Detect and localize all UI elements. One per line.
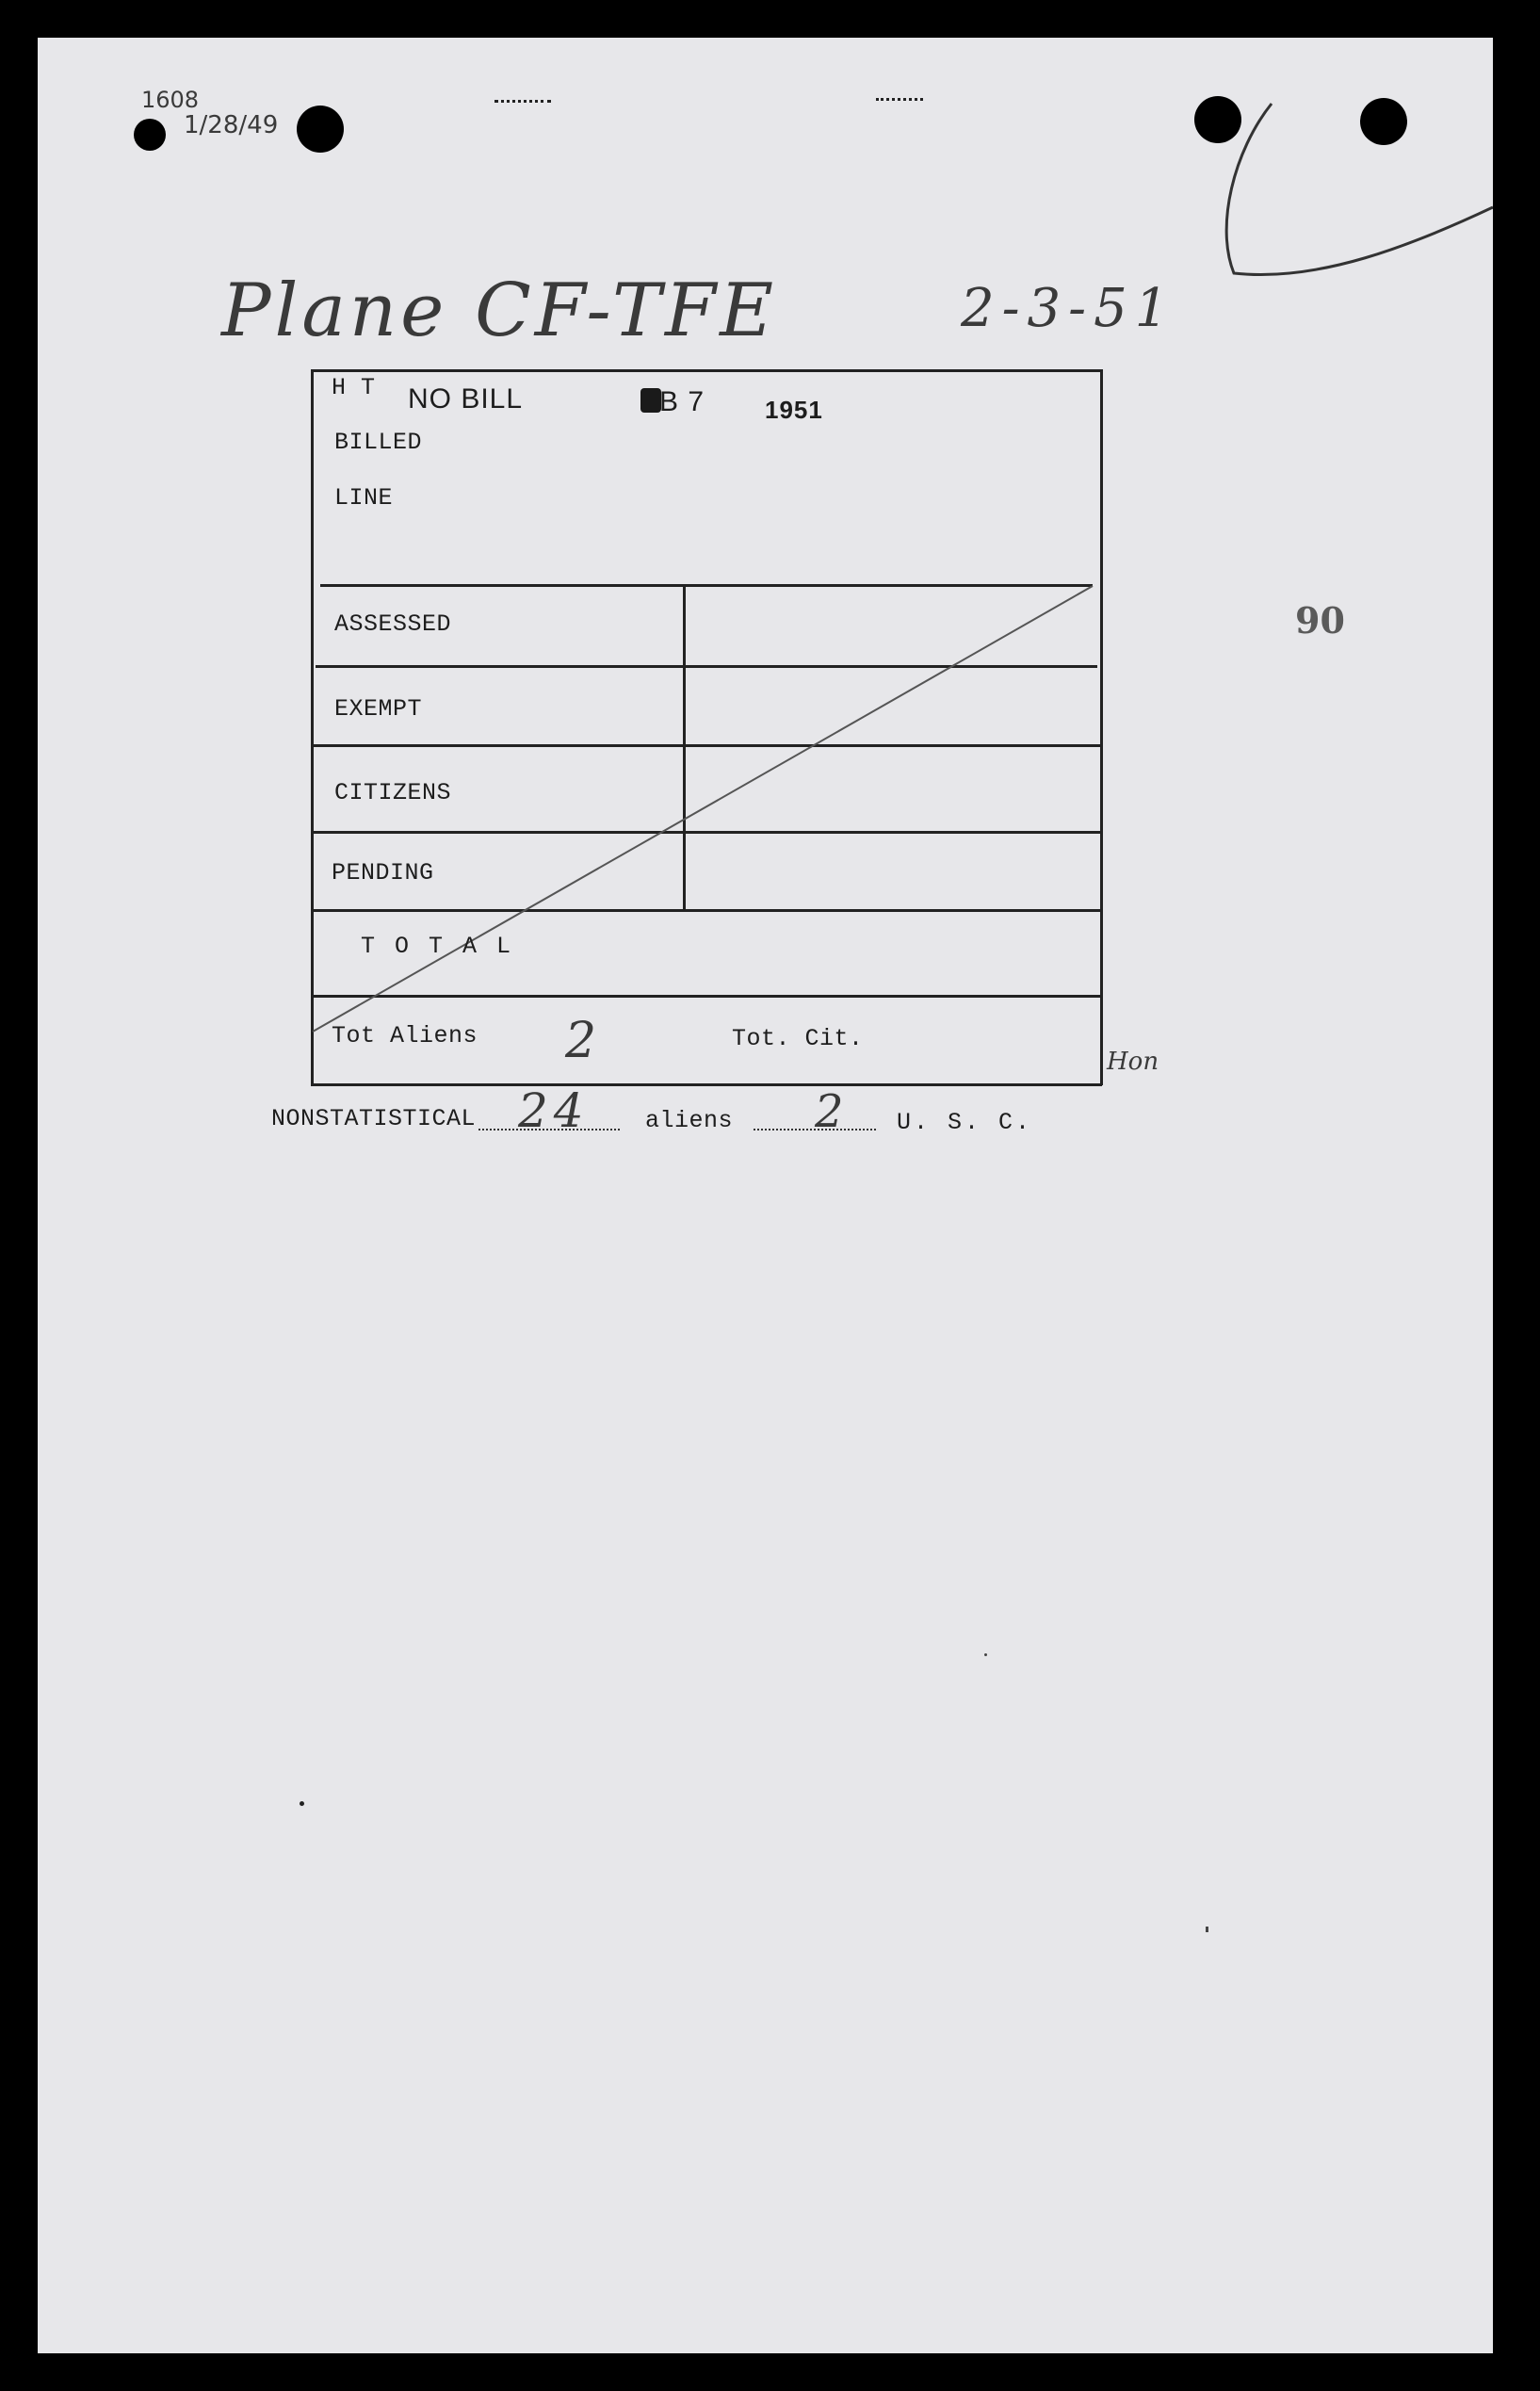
- form-date: 1/28/49: [184, 111, 279, 139]
- aliens-count: 24: [518, 1083, 590, 1138]
- stamp-no-bill: NO BILL: [408, 383, 524, 415]
- tot-aliens-value: 2: [565, 1013, 597, 1069]
- label-citizens: CITIZENS: [334, 779, 452, 806]
- label-assessed: ASSESSED: [334, 610, 452, 638]
- stamp-date-fragment: B 7: [659, 386, 705, 417]
- speck: [876, 92, 923, 101]
- box-top: [311, 369, 1102, 372]
- margin-initials: Hon: [1107, 1048, 1159, 1076]
- stamp-year: 1951: [765, 396, 823, 424]
- box-bottom: [311, 1083, 1102, 1086]
- label-pending: PENDING: [332, 859, 434, 886]
- usc-label: U. S. C.: [897, 1109, 1033, 1136]
- handwritten-title: Plane CF-TFE: [221, 268, 778, 353]
- speck: [300, 1801, 304, 1806]
- stamp-smudge: [640, 388, 661, 413]
- margin-number: 90: [1295, 599, 1345, 642]
- label-exempt: EXEMPT: [334, 695, 423, 723]
- form-code: 1608: [141, 87, 200, 113]
- speck: [494, 96, 551, 103]
- punch-hole-left-small: [134, 119, 166, 151]
- label-tot-aliens: Tot Aliens: [332, 1022, 478, 1049]
- nonstatistical-label: NONSTATISTICAL: [271, 1105, 477, 1132]
- label-total: T O T A L: [361, 933, 514, 960]
- document-sheet: [38, 38, 1493, 2353]
- usc-count: 2: [815, 1085, 844, 1138]
- aliens-label: aliens: [645, 1107, 734, 1134]
- label-ht: H T: [332, 374, 376, 401]
- punch-hole-left: [297, 106, 344, 153]
- handwritten-date: 2-3-51: [961, 278, 1176, 339]
- diagonal-cancel-line: [301, 575, 1102, 1046]
- label-billed: BILLED: [334, 429, 423, 456]
- speck: [984, 1653, 987, 1656]
- speck: [1206, 1927, 1208, 1932]
- label-line: LINE: [334, 484, 394, 512]
- corner-pencil-curve: [1177, 94, 1493, 283]
- label-tot-cit: Tot. Cit.: [732, 1025, 864, 1052]
